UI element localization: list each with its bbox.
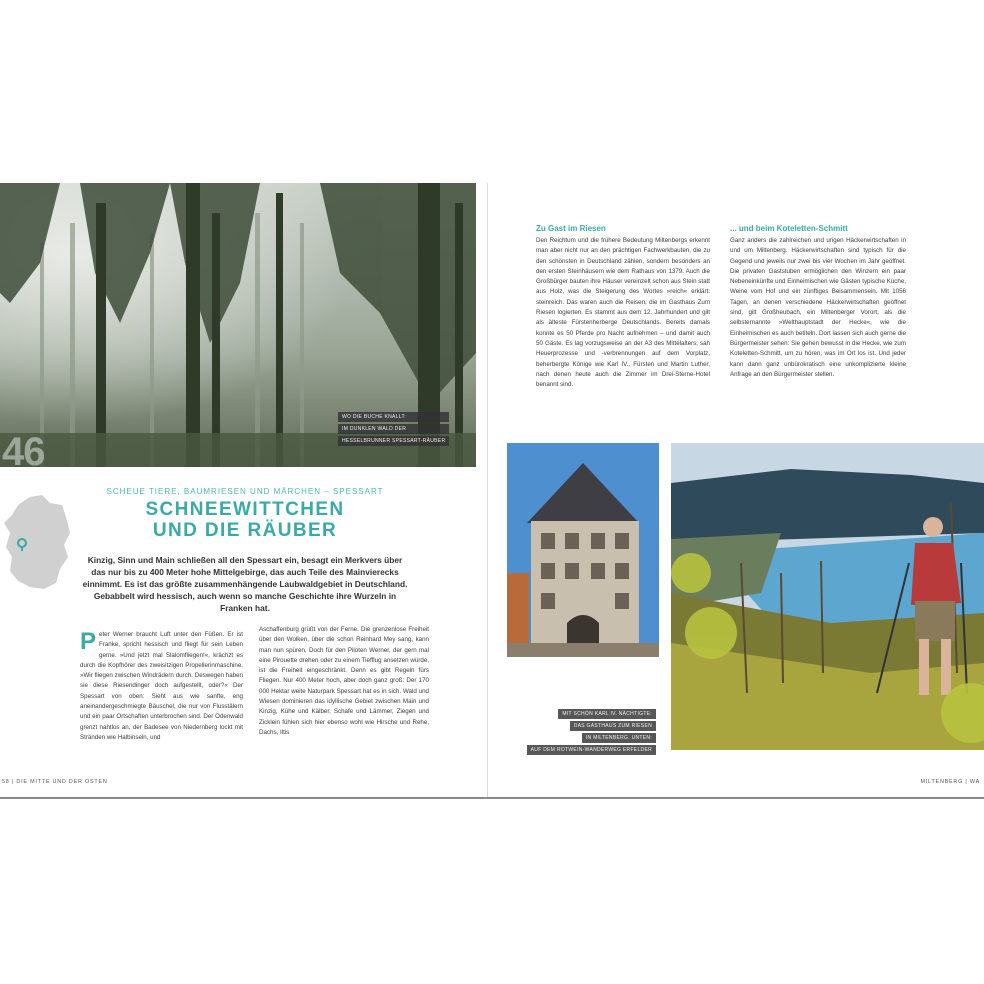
column-text: Den Reichtum und die frühere Bedeutung Miltenbergs erkennt man aber nicht nur an den prächtigen Fachwerkbauten, die zu den schönsten in Deutschland zählen, sondern besonders an den ersten Steinhäusern wie dem Rathaus von 1379. Auch die Großbürger bauten ihre Häuser vereinzelt schon aus Stein statt aus Holz, was die Steigerung des Wortes »reich« erklärt: steinreich. Das waren auch die Reisen, die im Gasthaus Zum Riesen logierten. Es stammt aus dem 12. Jahrhundert und gilt als älteste Fürstenherberge Deutschlands. Bereits damals konnte es 50 Pferde pro Nacht aufnehmen – und damit auch 50 Gäste. Es lag vorzugsweise an der A3 des Mittelalters, sah Heuerprozesse und -verbrennungen auf dem Vorplatz, beherbergte Könige wie Karl IV., Fürsten und Martin Luther, nach denen heute auch die Zimmer im Drei-Sterne-Hotel benannt sind. [536,237,710,389]
caption-line: MIT SCHÖN KARL IV. NÄCHTIGTE: [558,709,656,719]
body-column-4 [730,236,906,380]
column-text: Aschaffenburg grüßt von der Ferne. Die grenzenlose Freiheit über den Wolken, über die schon Reinhard Mey sang, kann man nun spüren. Doch für den Piloten Werner, der gern mal eine Pirouette drehen oder zu einem Tiefflug ansetzen würde, ist die Freiheit eingeschränkt. Denn es gibt Regeln fürs Fliegen. Nur 400 Meter hoch, aber doch ganz groß: Der 170 000 Hektar weite Naturpark Spessart hat es in sich. Wald und Wiesen dominieren das idyllische Gebiet zwischen Main und Kinzig, Kühe und Kälber, Schafe und Lämmer, Ziegen und Zicklein fühlen sich hier ebenso wohl wie Hirsche und Rehe, Dachs, Iltis [259,626,429,736]
vineyard-illustration [671,443,984,750]
caption-line: WO DIE BUCHE KNALLT: [338,412,449,422]
vineyard-photo [671,443,984,750]
subheading-zu-gast: Zu Gast im Riesen [536,224,606,233]
body-column-3 [536,236,710,390]
gasthaus-photo [507,443,659,657]
page-number: 46 [2,430,45,467]
right-photo-caption [527,709,656,755]
forest-photo [0,183,476,467]
article-headline [80,499,410,541]
caption-line: HESSELBRUNNER SPESSART-RÄUBER [338,436,449,446]
footer-right: MILTENBERG | WA [920,779,980,785]
article-lead: Kinzig, Sinn und Main schließen all den Spessart ein, besagt ein Merkvers über das nur bis zu 400 Meter hohe Mittelgebirge, das auch Teile des Mainvierecks einnimmt. Es ist das größte zusammenhängende Laubwaldgebiet in Deutschland. Gebabbelt wird hessisch, auch wenn so manche Geschichte ihre Wurzeln in Franken hat. [82,555,408,613]
column-text: eter Werner braucht Luft unter den Füßen. Er ist Franke, spricht hessisch und fliegt für sein Leben gerne. »Und jetzt mal Slalomfliegen!«, krächzt es durch die Kopfhörer des zweisitzigen Propellerinmaschine. »Wir fliegen zwischen Windrädern durch. Deswegen haben sie diese Riesendinger doch aufgestellt, oder?« Der Spessart von oben: Sieht aus wie sanfte, eng aneinandergeschmiegte Bäuschel, die nur von Flusstälern und ein paar Ortschaften unterbrochen sind. Der Odenwald grenzt nahtlos an, der Badesee von Niedernberg lockt mit Stränden wie Halbinseln, und [80,631,243,741]
forest-caption [338,412,449,446]
caption-line: IM DUNKLEN WALD DER [338,424,449,434]
germany-map-graphic [0,493,72,593]
subheading-koteletten: ... und beim Koteletten-Schmitt [730,224,848,233]
article-kicker: SCHEUE TIERE, BAUMRIESEN UND MÄRCHEN – SPESSART [106,487,384,496]
caption-line: IN MILTENBERG. UNTEN: [582,733,656,743]
body-column-1 [80,630,243,743]
headline-line-1: SCHNEEWITTCHEN [145,499,345,520]
caption-line: AUF DEM ROTWEIN-WANDERWEG ERFELDER [527,745,656,755]
column-text: Ganz anders die zahlreichen und urigen Häckerwirtschaften in und um Miltenberg. Häckerwirtschaften sind typisch für die Gegend und jeweils nur zwei bis vier Wochen im Jahr geöffnet. Die privaten Gaststuben ermöglichen den Winzern ein paar Nebeneinkünfte und Einheimischen wie Gästen typische Küche, Weine vom Hof und ein zünftiges Beisammensein. Mit 1056 Tagen, an denen verschiedene Häckerwirtschaften geöffnet sind, gilt Großheubach, ein Miltenberger Vorort, als die selbsternannte »Welthauptstadt der Hecke«, wie die Einheimischen es auch betiteln. Dort lassen sich auch gerne die Bürgermeister sehen: Sie gehen bewusst in die Hecke, wie zum Koteletten-Schmitt, um zu hören, was im Ort los ist. Und jeder kann dann ganz unbürokratisch eine unkomplizierte kleine Anfrage an den Bürgermeister stellen. [730,237,906,378]
magazine-spread [0,183,984,797]
bottom-rule [0,797,984,799]
drop-cap: P [80,628,97,655]
germany-map [0,493,72,593]
body-column-2 [259,625,429,738]
caption-line: DAS GASTHAUS ZUM RIESEN [570,721,656,731]
headline-line-2: UND DIE RÄUBER [152,520,338,541]
page-gutter [487,183,488,797]
footer-left: 58 | DIE MITTE UND DER OSTEN [2,779,108,785]
house-illustration [507,443,659,657]
